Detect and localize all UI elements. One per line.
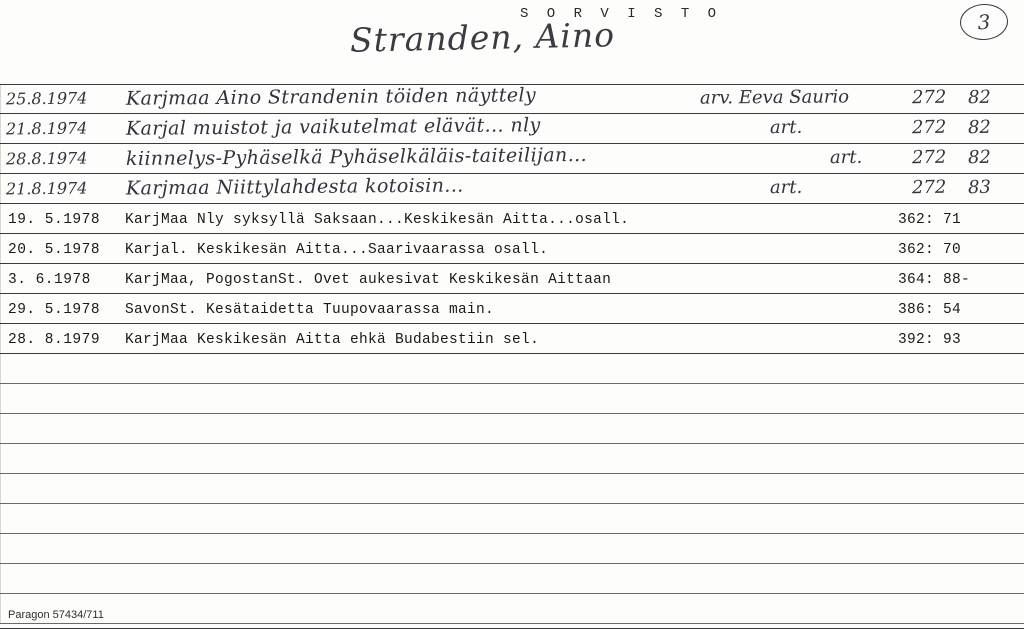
person-name: Stranden, Aino: [349, 15, 616, 60]
empty-table-row: [0, 594, 1024, 624]
entry-reference: 364: 88-: [898, 272, 971, 288]
card-header: [0, 0, 1024, 84]
entry-text: Karjmaa Aino Strandenin töiden näyttely: [125, 84, 537, 110]
entry-text: KarjMaa, PogostanSt. Ovet aukesivat Keskikesän Aittaan: [125, 272, 612, 288]
empty-table-row: [0, 474, 1024, 504]
table-row: [0, 114, 1024, 144]
entry-text: Karjal muistot ja vaikutelmat elävät... nly: [125, 114, 541, 140]
table-row: [0, 174, 1024, 204]
entry-text: Karjal. Keskikesän Aitta...Saarivaarassa osall.: [125, 242, 549, 258]
entry-text: SavonSt. Kesätaidetta Tuupovaarassa main.: [125, 302, 495, 318]
entry-volume: 272: [911, 146, 947, 169]
table-row: [0, 234, 1024, 264]
entry-date: 3. 6.1978: [8, 272, 91, 288]
table-row: [0, 204, 1024, 234]
entry-reference: 362: 70: [898, 242, 962, 258]
entry-date: 19. 5.1978: [8, 212, 101, 228]
entry-date: 20. 5.1978: [8, 242, 101, 258]
entry-date: 25.8.1974: [5, 88, 88, 109]
institution-label: S O R V I S T O: [520, 6, 722, 22]
empty-table-row: [0, 414, 1024, 444]
page-number-badge: 3: [959, 3, 1009, 41]
entry-text: Karjmaa Niittylahdesta kotoisin...: [125, 174, 464, 200]
print-code: Paragon 57434/711: [8, 609, 104, 621]
entry-date: 28. 8.1979: [8, 332, 101, 348]
entry-volume: 272: [911, 86, 947, 109]
empty-table-row: [0, 534, 1024, 564]
table-row: [0, 84, 1024, 114]
table-row: [0, 264, 1024, 294]
entry-reference: 392: 93: [898, 332, 962, 348]
entry-date: 28.8.1974: [5, 148, 88, 169]
empty-table-row: [0, 564, 1024, 594]
entry-table: [0, 84, 1024, 624]
entry-page: 82: [967, 116, 992, 139]
table-row: [0, 144, 1024, 174]
table-row: [0, 294, 1024, 324]
entry-page: 83: [967, 176, 992, 199]
entry-text: kiinnelys-Pyhäselkä Pyhäselkäläis-taiteilijan...: [125, 143, 588, 171]
table-row: [0, 324, 1024, 354]
entry-note: art.: [769, 116, 803, 139]
entry-note: art.: [829, 146, 863, 169]
empty-table-row: [0, 354, 1024, 384]
entry-text: KarjMaa Nly syksyllä Saksaan...Keskikesän Aitta...osall.: [125, 212, 630, 228]
entry-date: 21.8.1974: [5, 178, 88, 199]
entry-volume: 272: [911, 176, 947, 199]
empty-table-row: [0, 384, 1024, 414]
entry-reference: 386: 54: [898, 302, 962, 318]
entry-date: 29. 5.1978: [8, 302, 101, 318]
empty-table-row: [0, 504, 1024, 534]
entry-note: arv. Eeva Saurio: [699, 86, 850, 109]
entry-volume: 272: [911, 116, 947, 139]
empty-table-row: [0, 444, 1024, 474]
entry-page: 82: [967, 86, 992, 109]
entry-date: 21.8.1974: [5, 118, 88, 139]
entry-note: art.: [769, 176, 803, 199]
entry-page: 82: [967, 146, 992, 169]
entry-reference: 362: 71: [898, 212, 962, 228]
entry-text: KarjMaa Keskikesän Aitta ehkä Budabestiin sel.: [125, 332, 540, 348]
